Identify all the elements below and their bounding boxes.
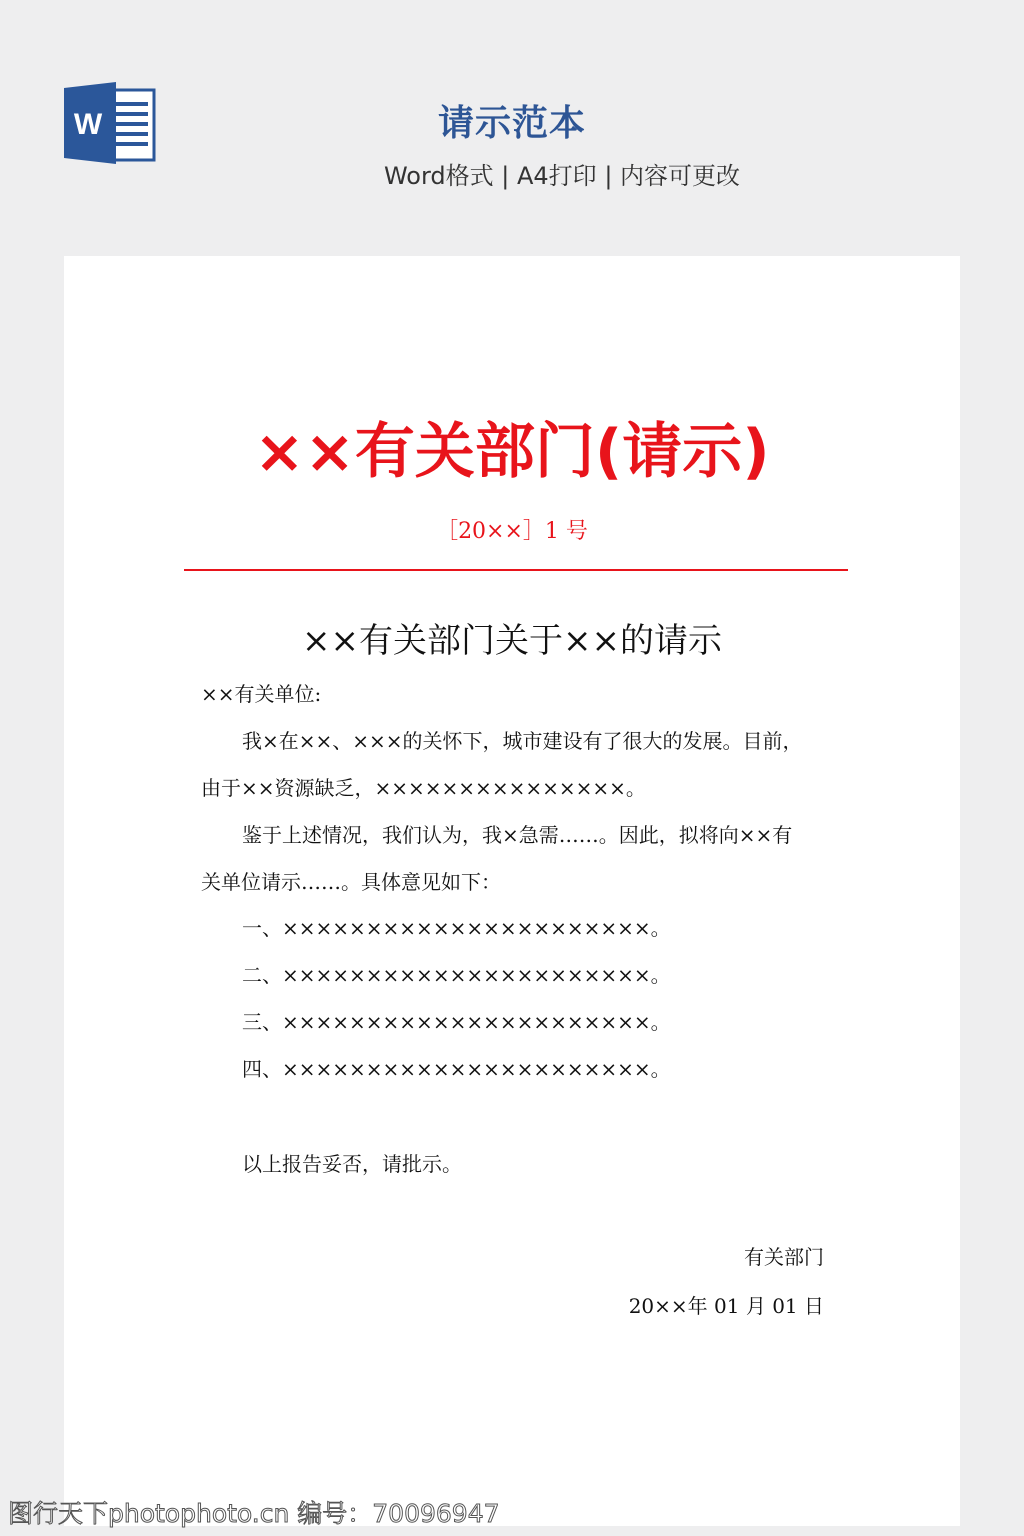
- salutation: ××有关单位:: [201, 682, 322, 706]
- list-item: 四、××××××××××××××××××××××。: [242, 1057, 671, 1081]
- paragraph-line: 我×在××、×××的关怀下，城市建设有了很大的发展。目前，: [242, 729, 803, 753]
- paragraph-line: 关单位请示……。具体意见如下：: [201, 870, 501, 894]
- red-divider: [184, 569, 848, 571]
- document-number: ［20××］1 号: [436, 519, 588, 544]
- watermark: 图行天下photophoto.cn 编号：70096947: [8, 1499, 500, 1528]
- page-title: 请示范本: [437, 103, 586, 144]
- list-item: 三、××××××××××××××××××××××。: [242, 1010, 671, 1034]
- document-subtitle: ××有关部门关于××的请示: [302, 621, 722, 661]
- document-title: ××有关部门(请示): [254, 417, 770, 487]
- svg-text:W: W: [73, 108, 103, 141]
- list-item: 二、××××××××××××××××××××××。: [242, 963, 671, 987]
- paragraph-line: 由于××资源缺乏，×××××××××××××××。: [201, 776, 646, 800]
- signature-date: 20××年 01 月 01 日: [628, 1294, 824, 1318]
- page-subtitle: Word格式 | A4打印 | 内容可更改: [383, 162, 741, 190]
- document-page: [64, 256, 960, 1526]
- list-item: 一、××××××××××××××××××××××。: [242, 916, 671, 940]
- paragraph-line: 鉴于上述情况，我们认为，我×急需……。因此，拟将向××有: [242, 823, 793, 847]
- closing-text: 以上报告妥否，请批示。: [242, 1152, 462, 1176]
- signature-org: 有关部门: [744, 1245, 824, 1269]
